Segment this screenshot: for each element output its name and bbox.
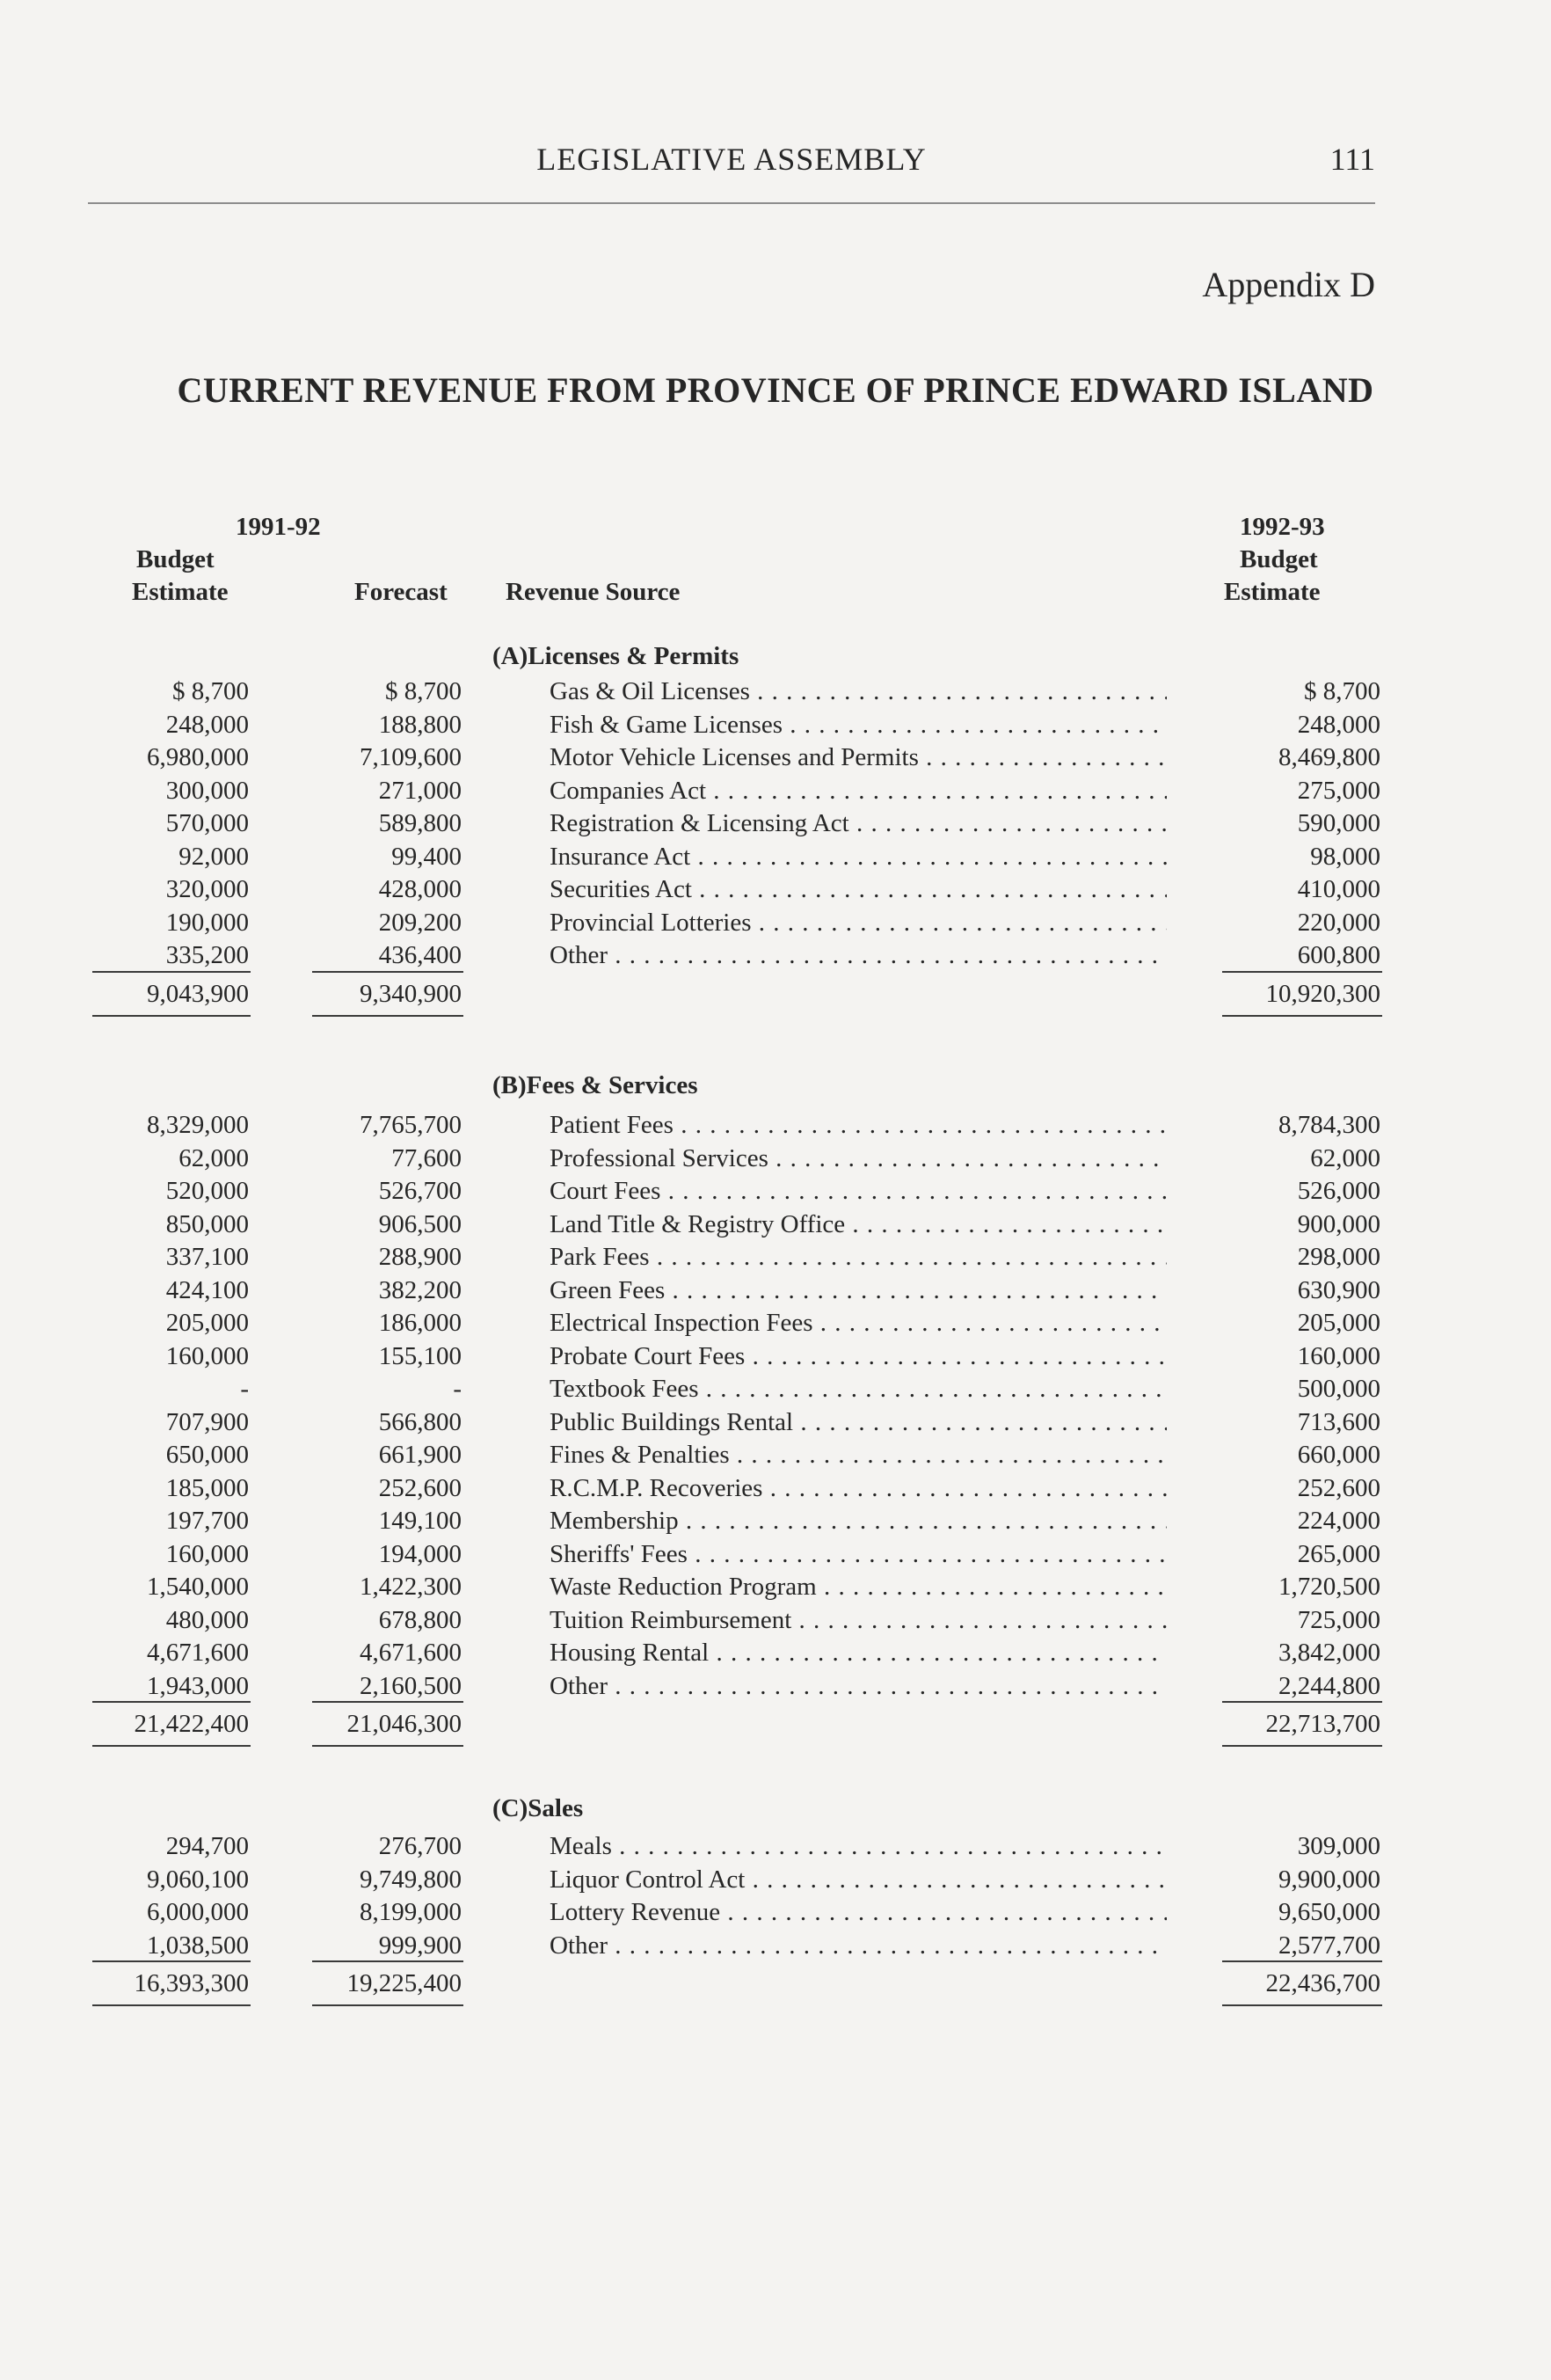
estimate-cell: 2,577,700: [1278, 1931, 1380, 1960]
budget-cell: 520,000: [165, 1177, 249, 1205]
table-row: [0, 875, 1551, 908]
forecast-cell: 194,000: [378, 1539, 462, 1568]
source-cell: Lottery Revenue . . .: [550, 1898, 1167, 1927]
total-rule-budget: [92, 1015, 251, 1017]
total-row: [0, 1710, 1551, 1742]
section-title: (A)Licenses & Permits: [492, 642, 739, 670]
table-row: [0, 1309, 1551, 1341]
budget-cell: 650,000: [165, 1441, 249, 1469]
total-rule-budget: [92, 1745, 251, 1747]
budget-cell: 62,000: [178, 1143, 249, 1172]
forecast-cell: 566,800: [378, 1407, 462, 1436]
total-forecast: 9,340,900: [360, 979, 462, 1008]
forecast-cell: 428,000: [378, 875, 462, 903]
estimate-cell: 8,469,800: [1278, 743, 1380, 771]
forecast-cell: 99,400: [391, 842, 462, 871]
source-cell: Motor Vehicle Licenses and Permits . . .: [550, 743, 1167, 772]
total-rule-estimate: [1222, 2004, 1382, 2006]
forecast-cell: -: [453, 1375, 462, 1403]
source-cell: Public Buildings Rental . . .: [550, 1408, 1167, 1437]
table-row: [0, 809, 1551, 842]
source-cell: Provincial Lotteries . . .: [550, 909, 1167, 938]
budget-cell: 248,000: [165, 710, 249, 739]
forecast-cell: 906,500: [378, 1209, 462, 1238]
estimate-cell: 590,000: [1297, 809, 1380, 837]
estimate-cell: 500,000: [1297, 1375, 1380, 1403]
source-cell: Sheriffs' Fees . . .: [550, 1540, 1167, 1569]
estimate-cell: 900,000: [1297, 1209, 1380, 1238]
forecast-cell: 2,160,500: [360, 1671, 462, 1700]
forecast-cell: 382,200: [378, 1275, 462, 1304]
budget-cell: 6,980,000: [147, 743, 249, 771]
table-row: [0, 677, 1551, 710]
header-budget-right: Budget: [1240, 545, 1318, 573]
estimate-cell: 660,000: [1297, 1441, 1380, 1469]
source-cell: Registration & Licensing Act . . .: [550, 809, 1167, 838]
estimate-cell: 98,000: [1310, 842, 1380, 871]
subtotal-rule-forecast: [312, 1701, 463, 1703]
source-cell: Fish & Game Licenses . . .: [550, 711, 1167, 740]
forecast-cell: 526,700: [378, 1177, 462, 1205]
subtotal-rule-estimate: [1222, 1701, 1382, 1703]
running-head: [88, 141, 1375, 183]
forecast-cell: 276,700: [378, 1832, 462, 1860]
forecast-cell: 678,800: [378, 1605, 462, 1634]
total-estimate: 10,920,300: [1265, 979, 1380, 1008]
total-forecast: 19,225,400: [346, 1969, 462, 1997]
source-cell: Membership . . .: [550, 1507, 1167, 1536]
source-cell: Liquor Control Act . . .: [550, 1865, 1167, 1895]
header-revenue-source: Revenue Source: [506, 578, 681, 606]
budget-cell: 160,000: [165, 1341, 249, 1370]
subtotal-rule-forecast: [312, 1960, 463, 1962]
source-cell: Park Fees . . .: [550, 1243, 1167, 1272]
total-rule-forecast: [312, 1745, 463, 1747]
source-cell: Land Title & Registry Office . . .: [550, 1210, 1167, 1239]
table-row: [0, 1606, 1551, 1639]
forecast-cell: 661,900: [378, 1441, 462, 1469]
source-cell: Waste Reduction Program . . .: [550, 1573, 1167, 1602]
estimate-cell: 8,784,300: [1278, 1111, 1380, 1139]
estimate-cell: 248,000: [1297, 710, 1380, 739]
table-row: [0, 1243, 1551, 1275]
total-estimate: 22,436,700: [1265, 1969, 1380, 1997]
subtotal-rule-budget: [92, 971, 251, 973]
estimate-cell: 9,650,000: [1278, 1898, 1380, 1926]
estimate-cell: 2,244,800: [1278, 1671, 1380, 1700]
section-title: (C)Sales: [492, 1794, 584, 1822]
estimate-cell: 224,000: [1297, 1507, 1380, 1535]
header-rule: [88, 202, 1375, 204]
budget-cell: 335,200: [165, 941, 249, 969]
subtotal-rule-budget: [92, 1701, 251, 1703]
budget-cell: 205,000: [165, 1309, 249, 1337]
budget-cell: 707,900: [165, 1407, 249, 1436]
budget-cell: 92,000: [178, 842, 249, 871]
forecast-cell: 77,600: [391, 1143, 462, 1172]
table-row: [0, 1540, 1551, 1573]
source-cell: Electrical Inspection Fees . . .: [550, 1309, 1167, 1338]
forecast-cell: 149,100: [378, 1507, 462, 1535]
estimate-cell: 9,900,000: [1278, 1865, 1380, 1894]
total-rule-estimate: [1222, 1745, 1382, 1747]
estimate-cell: 410,000: [1297, 875, 1380, 903]
table-row: [0, 1177, 1551, 1209]
forecast-cell: 8,199,000: [360, 1898, 462, 1926]
estimate-cell: 205,000: [1297, 1309, 1380, 1337]
budget-cell: 1,038,500: [147, 1931, 249, 1960]
estimate-cell: 252,600: [1297, 1473, 1380, 1502]
budget-cell: 1,540,000: [147, 1573, 249, 1601]
forecast-cell: 1,422,300: [360, 1573, 462, 1601]
appendix-label: Appendix D: [1202, 265, 1375, 304]
table-row: [0, 1507, 1551, 1539]
table-row: [0, 711, 1551, 743]
total-forecast: 21,046,300: [346, 1710, 462, 1738]
budget-cell: 190,000: [165, 908, 249, 937]
total-rule-budget: [92, 2004, 251, 2006]
header-budget-left: Budget: [136, 545, 215, 573]
budget-cell: 6,000,000: [147, 1898, 249, 1926]
total-row: [0, 980, 1551, 1012]
budget-cell: 570,000: [165, 809, 249, 837]
table-row: [0, 1931, 1551, 1964]
total-rule-forecast: [312, 2004, 463, 2006]
table-row: [0, 1441, 1551, 1473]
forecast-cell: 209,200: [378, 908, 462, 937]
source-cell: Meals . . .: [550, 1832, 1167, 1861]
table-row: [0, 1144, 1551, 1177]
source-cell: Professional Services . . .: [550, 1144, 1167, 1173]
budget-cell: 337,100: [165, 1243, 249, 1271]
table-row: [0, 777, 1551, 809]
estimate-cell: 275,000: [1297, 776, 1380, 805]
estimate-cell: 160,000: [1297, 1341, 1380, 1370]
page-title: CURRENT REVENUE FROM PROVINCE OF PRINCE EDWARD ISLAND: [177, 370, 1374, 410]
table-row: [0, 743, 1551, 776]
forecast-cell: 188,800: [378, 710, 462, 739]
budget-cell: 197,700: [165, 1507, 249, 1535]
estimate-cell: 220,000: [1297, 908, 1380, 937]
source-cell: Tuition Reimbursement . . .: [550, 1606, 1167, 1635]
budget-cell: 1,943,000: [147, 1671, 249, 1700]
total-row: [0, 1969, 1551, 2002]
running-head-title: LEGISLATIVE ASSEMBLY: [536, 142, 927, 177]
budget-cell: 4,671,600: [147, 1639, 249, 1667]
source-cell: Other . . .: [550, 1672, 1167, 1701]
source-cell: Green Fees . . .: [550, 1276, 1167, 1305]
subtotal-rule-estimate: [1222, 971, 1382, 973]
estimate-cell: 265,000: [1297, 1539, 1380, 1568]
budget-cell: $ 8,700: [172, 677, 249, 705]
budget-cell: 850,000: [165, 1209, 249, 1238]
source-cell: Companies Act . . .: [550, 777, 1167, 806]
table-row: [0, 1639, 1551, 1671]
estimate-cell: 713,600: [1297, 1407, 1380, 1436]
page-number: 111: [1329, 142, 1375, 177]
estimate-cell: 630,900: [1297, 1275, 1380, 1304]
table-row: [0, 1672, 1551, 1705]
table-row: [0, 1276, 1551, 1309]
source-cell: Textbook Fees . . .: [550, 1375, 1167, 1404]
estimate-cell: 725,000: [1297, 1605, 1380, 1634]
source-cell: Other . . .: [550, 1931, 1167, 1960]
source-cell: Insurance Act . . .: [550, 843, 1167, 872]
source-cell: Patient Fees . . .: [550, 1111, 1167, 1140]
budget-cell: 424,100: [165, 1275, 249, 1304]
estimate-cell: 1,720,500: [1278, 1573, 1380, 1601]
section-title: (B)Fees & Services: [492, 1071, 698, 1099]
estimate-cell: 309,000: [1297, 1832, 1380, 1860]
total-budget: 9,043,900: [147, 979, 249, 1008]
table-row: [0, 1832, 1551, 1865]
forecast-cell: 999,900: [378, 1931, 462, 1960]
total-estimate: 22,713,700: [1265, 1710, 1380, 1738]
forecast-cell: 4,671,600: [360, 1639, 462, 1667]
table-row: [0, 1342, 1551, 1375]
table-row: [0, 843, 1551, 875]
forecast-cell: 186,000: [378, 1309, 462, 1337]
forecast-cell: 155,100: [378, 1341, 462, 1370]
estimate-cell: 62,000: [1310, 1143, 1380, 1172]
total-budget: 21,422,400: [134, 1710, 249, 1738]
forecast-cell: 589,800: [378, 809, 462, 837]
source-cell: Housing Rental . . .: [550, 1639, 1167, 1668]
table-row: [0, 909, 1551, 941]
source-cell: Court Fees . . .: [550, 1177, 1167, 1206]
forecast-cell: 271,000: [378, 776, 462, 805]
table-row: [0, 1898, 1551, 1931]
budget-cell: 8,329,000: [147, 1111, 249, 1139]
total-budget: 16,393,300: [134, 1969, 249, 1997]
subtotal-rule-estimate: [1222, 1960, 1382, 1962]
source-cell: Probate Court Fees . . .: [550, 1342, 1167, 1371]
table-row: [0, 1375, 1551, 1407]
source-cell: R.C.M.P. Recoveries . . .: [550, 1474, 1167, 1503]
budget-cell: 480,000: [165, 1605, 249, 1634]
total-rule-estimate: [1222, 1015, 1382, 1017]
estimate-cell: $ 8,700: [1304, 677, 1380, 705]
estimate-cell: 298,000: [1297, 1243, 1380, 1271]
source-cell: Securities Act . . .: [550, 875, 1167, 904]
table-row: [0, 1573, 1551, 1605]
table-row: [0, 1865, 1551, 1898]
estimate-cell: 600,800: [1297, 941, 1380, 969]
forecast-cell: 7,765,700: [360, 1111, 462, 1139]
table-row: [0, 941, 1551, 974]
estimate-cell: 526,000: [1297, 1177, 1380, 1205]
table-row: [0, 1474, 1551, 1507]
forecast-cell: 436,400: [378, 941, 462, 969]
forecast-cell: 9,749,800: [360, 1865, 462, 1894]
source-cell: Gas & Oil Licenses . . .: [550, 677, 1167, 706]
total-rule-forecast: [312, 1015, 463, 1017]
table-row: [0, 1111, 1551, 1143]
budget-cell: 300,000: [165, 776, 249, 805]
forecast-cell: 288,900: [378, 1243, 462, 1271]
estimate-cell: 3,842,000: [1278, 1639, 1380, 1667]
header-year-right: 1992-93: [1240, 513, 1325, 541]
budget-cell: -: [240, 1375, 249, 1403]
table-row: [0, 1408, 1551, 1441]
forecast-cell: $ 8,700: [385, 677, 462, 705]
subtotal-rule-budget: [92, 1960, 251, 1962]
source-cell: Other . . .: [550, 941, 1167, 970]
table-row: [0, 1210, 1551, 1243]
subtotal-rule-forecast: [312, 971, 463, 973]
budget-cell: 320,000: [165, 875, 249, 903]
budget-cell: 160,000: [165, 1539, 249, 1568]
budget-cell: 294,700: [165, 1832, 249, 1860]
budget-cell: 9,060,100: [147, 1865, 249, 1894]
source-cell: Fines & Penalties . . .: [550, 1441, 1167, 1470]
forecast-cell: 252,600: [378, 1473, 462, 1502]
header-estimate-left: Estimate: [132, 578, 229, 606]
forecast-cell: 7,109,600: [360, 743, 462, 771]
budget-cell: 185,000: [165, 1473, 249, 1502]
header-year-left: 1991-92: [236, 513, 321, 541]
header-estimate-right: Estimate: [1224, 578, 1321, 606]
header-forecast: Forecast: [354, 578, 448, 606]
